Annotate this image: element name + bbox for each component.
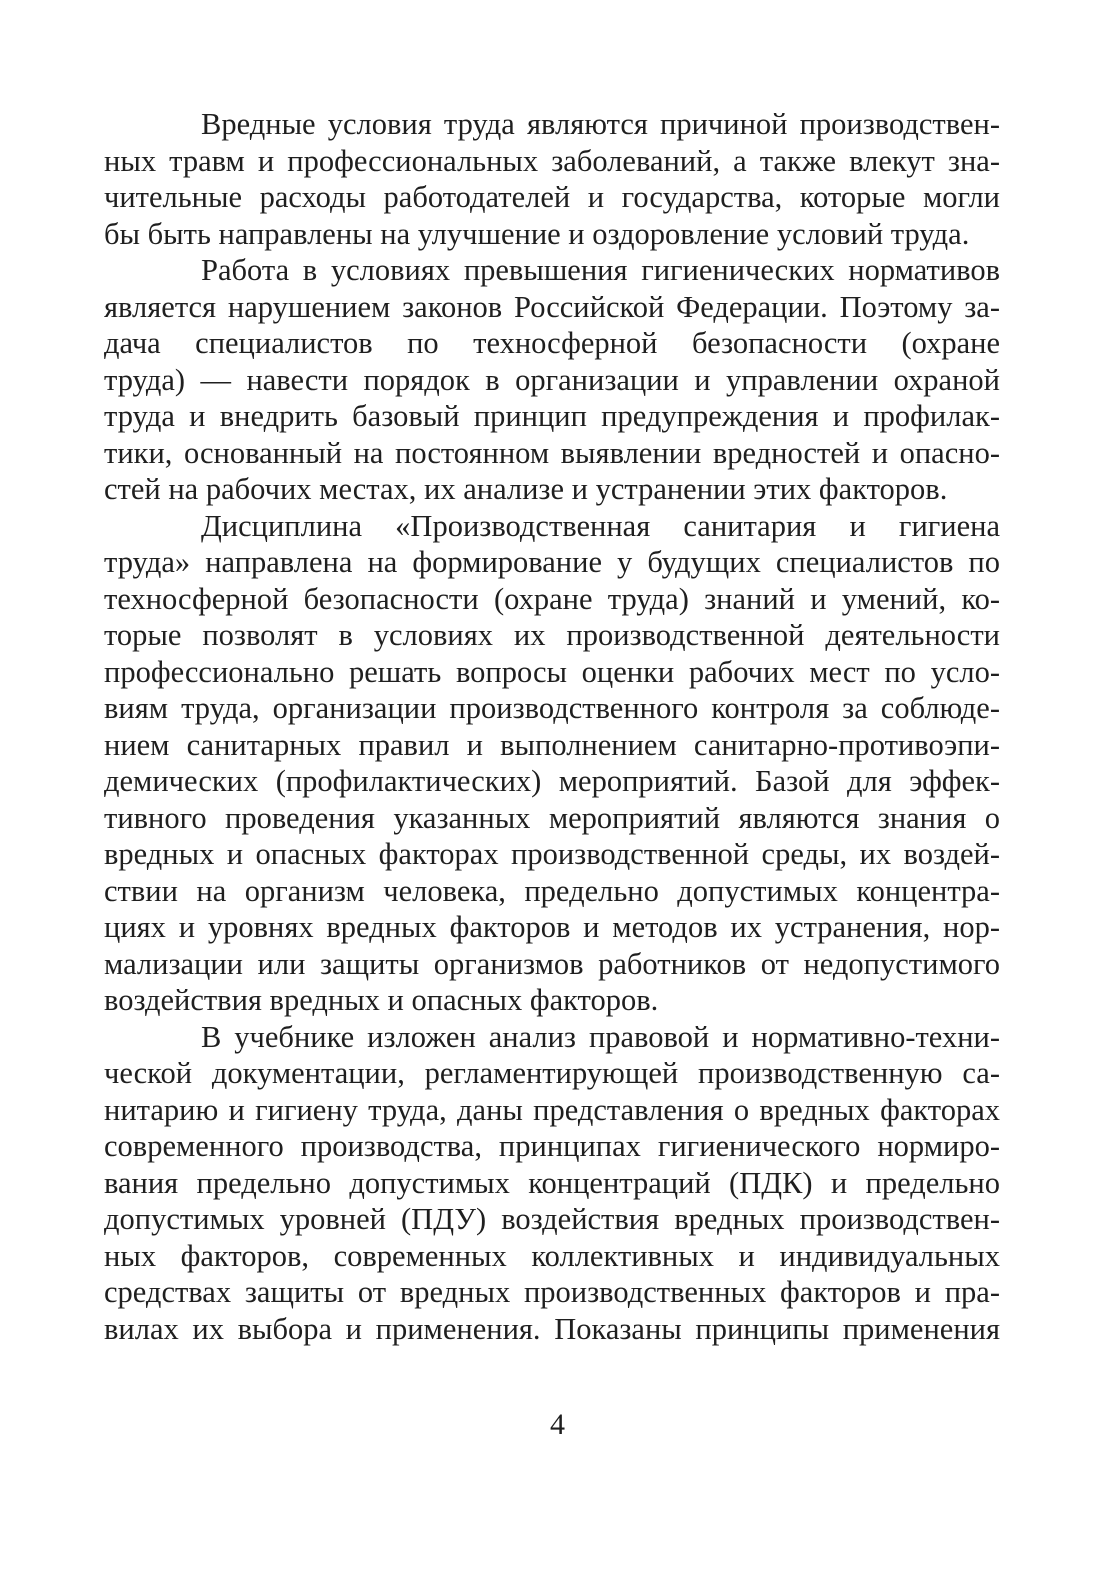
text-line: труда и внедрить базовый принцип предупреждения и профилак- bbox=[104, 399, 1000, 433]
text-line: чительные расходы работодателей и государства, которые могли bbox=[104, 180, 1000, 214]
text-line: ческой документации, регламентирующей производственную са- bbox=[104, 1056, 1000, 1090]
text-line: Дисциплина «Производственная санитария и гигиена bbox=[201, 508, 1000, 543]
text-line: современного производства, принципах гигиенического нормиро- bbox=[104, 1129, 1000, 1163]
text-line: техносферной безопасности (охране труда) знаний и умений, ко- bbox=[104, 581, 1000, 616]
text-line: профессионально решать вопросы оценки рабочих мест по усло- bbox=[104, 654, 1000, 689]
text-line: стей на рабочих местах, их анализе и устранении этих факторов. bbox=[104, 472, 948, 506]
text-line: ствии на организм человека, предельно допустимых концентра- bbox=[104, 873, 1000, 908]
text-line: циях и уровнях вредных факторов и методов их устранения, нор- bbox=[104, 910, 1000, 944]
text-line: нием санитарных правил и выполнением санитарно-противоэпи- bbox=[104, 727, 1000, 762]
text-line: является нарушением законов Российской Федерации. Поэтому за- bbox=[104, 289, 1000, 324]
text-line: демических (профилактических) мероприятий. Базой для эффек- bbox=[104, 764, 1000, 798]
text-line: труда) — навести порядок в организации и управлении охраной bbox=[104, 362, 1000, 397]
text-line: виям труда, организации производственного контроля за соблюде- bbox=[104, 691, 1000, 725]
text-line: вредных и опасных факторах производственной среды, их воздей- bbox=[104, 837, 1000, 871]
text-line: бы быть направлены на улучшение и оздоровление условий труда. bbox=[104, 216, 970, 251]
text-line: Вредные условия труда являются причиной производствен- bbox=[201, 107, 1000, 141]
text-line: вилах их выбора и применения. Показаны принципы применения bbox=[104, 1311, 1000, 1346]
text-line: вания предельно допустимых концентраций (ПДК) и предельно bbox=[104, 1165, 1000, 1200]
text-line: воздействия вредных и опасных факторов. bbox=[104, 983, 659, 1017]
text-line: ных факторов, современных коллективных и индивидуальных bbox=[104, 1238, 1000, 1273]
text-line: В учебнике изложен анализ правовой и нормативно-техни- bbox=[201, 1019, 1000, 1054]
text-line: ных травм и профессиональных заболеваний, а также влекут зна- bbox=[104, 143, 1000, 178]
text-line: средствах защиты от вредных производственных факторов и пра- bbox=[104, 1275, 1000, 1309]
text-line: дача специалистов по техносферной безопасности (охране bbox=[104, 326, 1000, 360]
body-text bbox=[104, 106, 1000, 1347]
text-line: тивного проведения указанных мероприятий являются знания о bbox=[104, 800, 1000, 835]
text-line: труда» направлена на формирование у будущих специалистов по bbox=[104, 545, 1000, 579]
text-line: мализации или защиты организмов работников от недопустимого bbox=[104, 946, 1000, 981]
page-number: 4 bbox=[550, 1408, 565, 1441]
text-line: торые позволят в условиях их производственной деятельности bbox=[104, 618, 1000, 652]
text-line: нитарию и гигиену труда, даны представления о вредных факторах bbox=[104, 1092, 1000, 1127]
text-line: Работа в условиях превышения гигиенических нормативов bbox=[201, 253, 1000, 287]
text-line: допустимых уровней (ПДУ) воздействия вредных производствен- bbox=[104, 1202, 1000, 1236]
text-line: тики, основанный на постоянном выявлении вредностей и опасно- bbox=[104, 435, 1000, 470]
